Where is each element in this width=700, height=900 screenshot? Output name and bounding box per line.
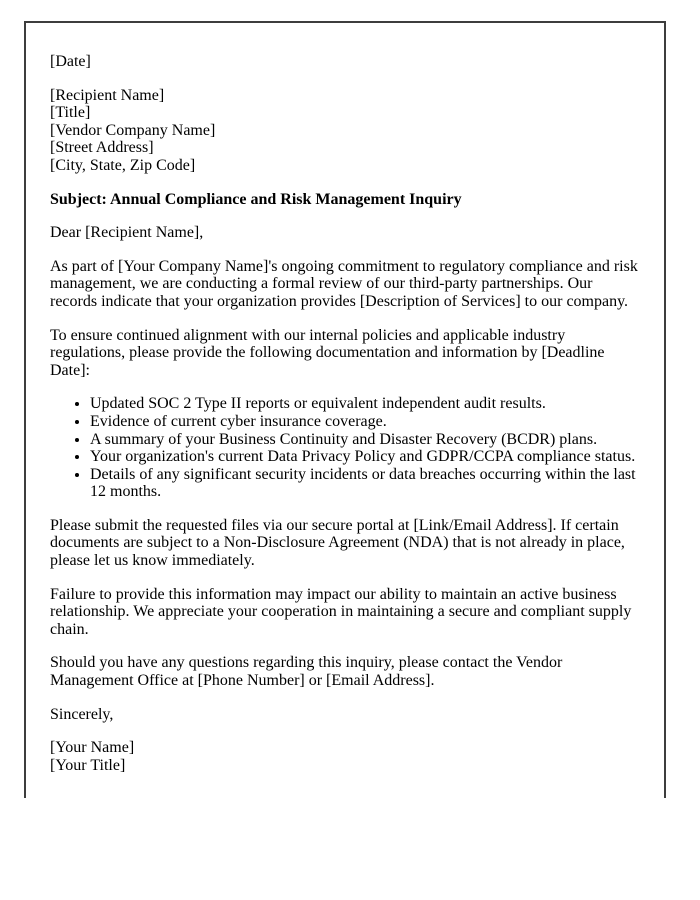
signature-block bbox=[50, 739, 640, 774]
closing-line: Sincerely, bbox=[50, 705, 114, 723]
subject-line: Subject: Annual Compliance and Risk Management Inquiry bbox=[50, 190, 462, 208]
letter-page bbox=[24, 21, 666, 798]
list-item-privacy-policy: • Your organization's current Data Privacy Policy and GDPR/CCPA compliance status. bbox=[90, 448, 640, 466]
city-state-zip-line: [City, State, Zip Code] bbox=[50, 156, 196, 174]
requirements-list bbox=[50, 395, 640, 501]
list-item-security-incidents: • Details of any significant security incidents or data breaches occurring within the last 12 months. bbox=[90, 466, 640, 501]
list-item-soc2: • Updated SOC 2 Type II reports or equivalent independent audit results. bbox=[90, 395, 640, 413]
street-address-line: [Street Address] bbox=[50, 139, 154, 157]
salutation: Dear [Recipient Name], bbox=[50, 224, 204, 242]
signature-title-line: [Your Title] bbox=[50, 756, 126, 774]
signature-name-line: [Your Name] bbox=[50, 739, 135, 757]
list-item-cyber-insurance: • Evidence of current cyber insurance coverage. bbox=[90, 413, 640, 431]
recipient-name-line: [Recipient Name] bbox=[50, 86, 165, 104]
recipient-address-block bbox=[50, 87, 640, 175]
vendor-company-line: [Vendor Company Name] bbox=[50, 121, 216, 139]
paragraph-submission: Please submit the requested files via our secure portal at [Link/Email Address]. If certain documents are subject to a Non-Disclosure Agreement (NDA) that is not already in place, please let us know immediately. bbox=[50, 516, 625, 570]
paragraph-request: To ensure continued alignment with our internal policies and applicable industry regulations, please provide the following documentation and information by [Deadline Date]: bbox=[50, 326, 605, 379]
list-item-bcdr: • A summary of your Business Continuity and Disaster Recovery (BCDR) plans. bbox=[90, 431, 640, 449]
paragraph-contact: Should you have any questions regarding this inquiry, please contact the Vendor Management Office at [Phone Number] or [Email Address]. bbox=[50, 654, 563, 690]
paragraph-intro: As part of [Your Company Name]'s ongoing commitment to regulatory compliance and risk management, we are conducting a formal review of our third-party partnerships. Our records indicate that your organization provides [Description of Services] to our company. bbox=[50, 257, 638, 310]
recipient-title-line: [Title] bbox=[50, 104, 91, 122]
paragraph-failure-notice: Failure to provide this information may impact our ability to maintain an active business relationship. We appreciate your cooperation in maintaining a secure and compliant supply chain. bbox=[50, 585, 632, 638]
date-line: [Date] bbox=[50, 53, 91, 70]
